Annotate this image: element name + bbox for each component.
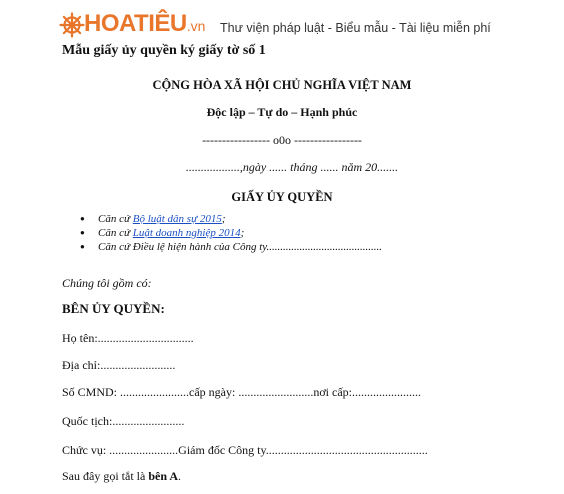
national-header: CỘNG HÒA XÃ HỘI CHỦ NGHĨA VIỆT NAM [152, 78, 412, 92]
hereafter-suffix: . [178, 469, 182, 483]
basis-prefix: Căn cứ Điều lệ hiện hành của Công ty.......................................... [98, 241, 383, 253]
hereafter-line [62, 469, 181, 484]
nationality-field: Quốc tịch:........................ [62, 414, 185, 428]
id-card-field: Số CMND: .......................cấp ngày: .........................nơi cấp:....................... [62, 385, 421, 399]
basis-suffix: ; [221, 213, 226, 225]
legal-bases-list [80, 212, 382, 254]
party-a-label: bên A [148, 469, 179, 483]
hereafter-prefix: Sau đây gọi tắt là [62, 469, 149, 483]
logo-suffix-text: .vn [186, 18, 206, 34]
civil-code-link[interactable]: Bộ luật dân sự 2015 [132, 213, 222, 225]
section-heading-party-a: BÊN ỦY QUYỀN: [62, 301, 165, 316]
basis-suffix: ; [240, 227, 245, 239]
enterprise-law-link[interactable]: Luật doanh nghiệp 2014 [132, 227, 241, 239]
logo-main-text: HOATIÊU [84, 10, 187, 37]
site-header [0, 0, 564, 42]
national-motto: Độc lập – Tự do – Hạnh phúc [206, 105, 358, 119]
basis-prefix: Căn cứ [98, 213, 133, 225]
brand-logo[interactable] [84, 9, 205, 41]
intro-text: Chúng tôi gồm có: [62, 276, 152, 290]
section-divider: ----------------- o0o ----------------- [202, 133, 362, 147]
list-item [80, 212, 382, 226]
name-field: Họ tên:................................ [62, 331, 194, 345]
list-item [80, 240, 382, 254]
position-field: Chức vụ: .......................Giám đốc Công ty...................................................... [62, 443, 428, 457]
list-item [80, 226, 382, 240]
site-tagline: Thư viện pháp luật - Biểu mẫu - Tài liệu miễn phí [220, 21, 491, 35]
address-field: Địa chỉ:......................... [62, 358, 176, 372]
date-line: ..................,ngày ...... tháng ...... năm 20....... [185, 160, 399, 174]
ship-wheel-icon [59, 12, 85, 38]
basis-prefix: Căn cứ [98, 227, 133, 239]
document-title: Mẫu giấy ủy quyền ký giấy tờ số 1 [62, 43, 266, 58]
document-heading: GIẤY ỦY QUYỀN [231, 190, 333, 204]
